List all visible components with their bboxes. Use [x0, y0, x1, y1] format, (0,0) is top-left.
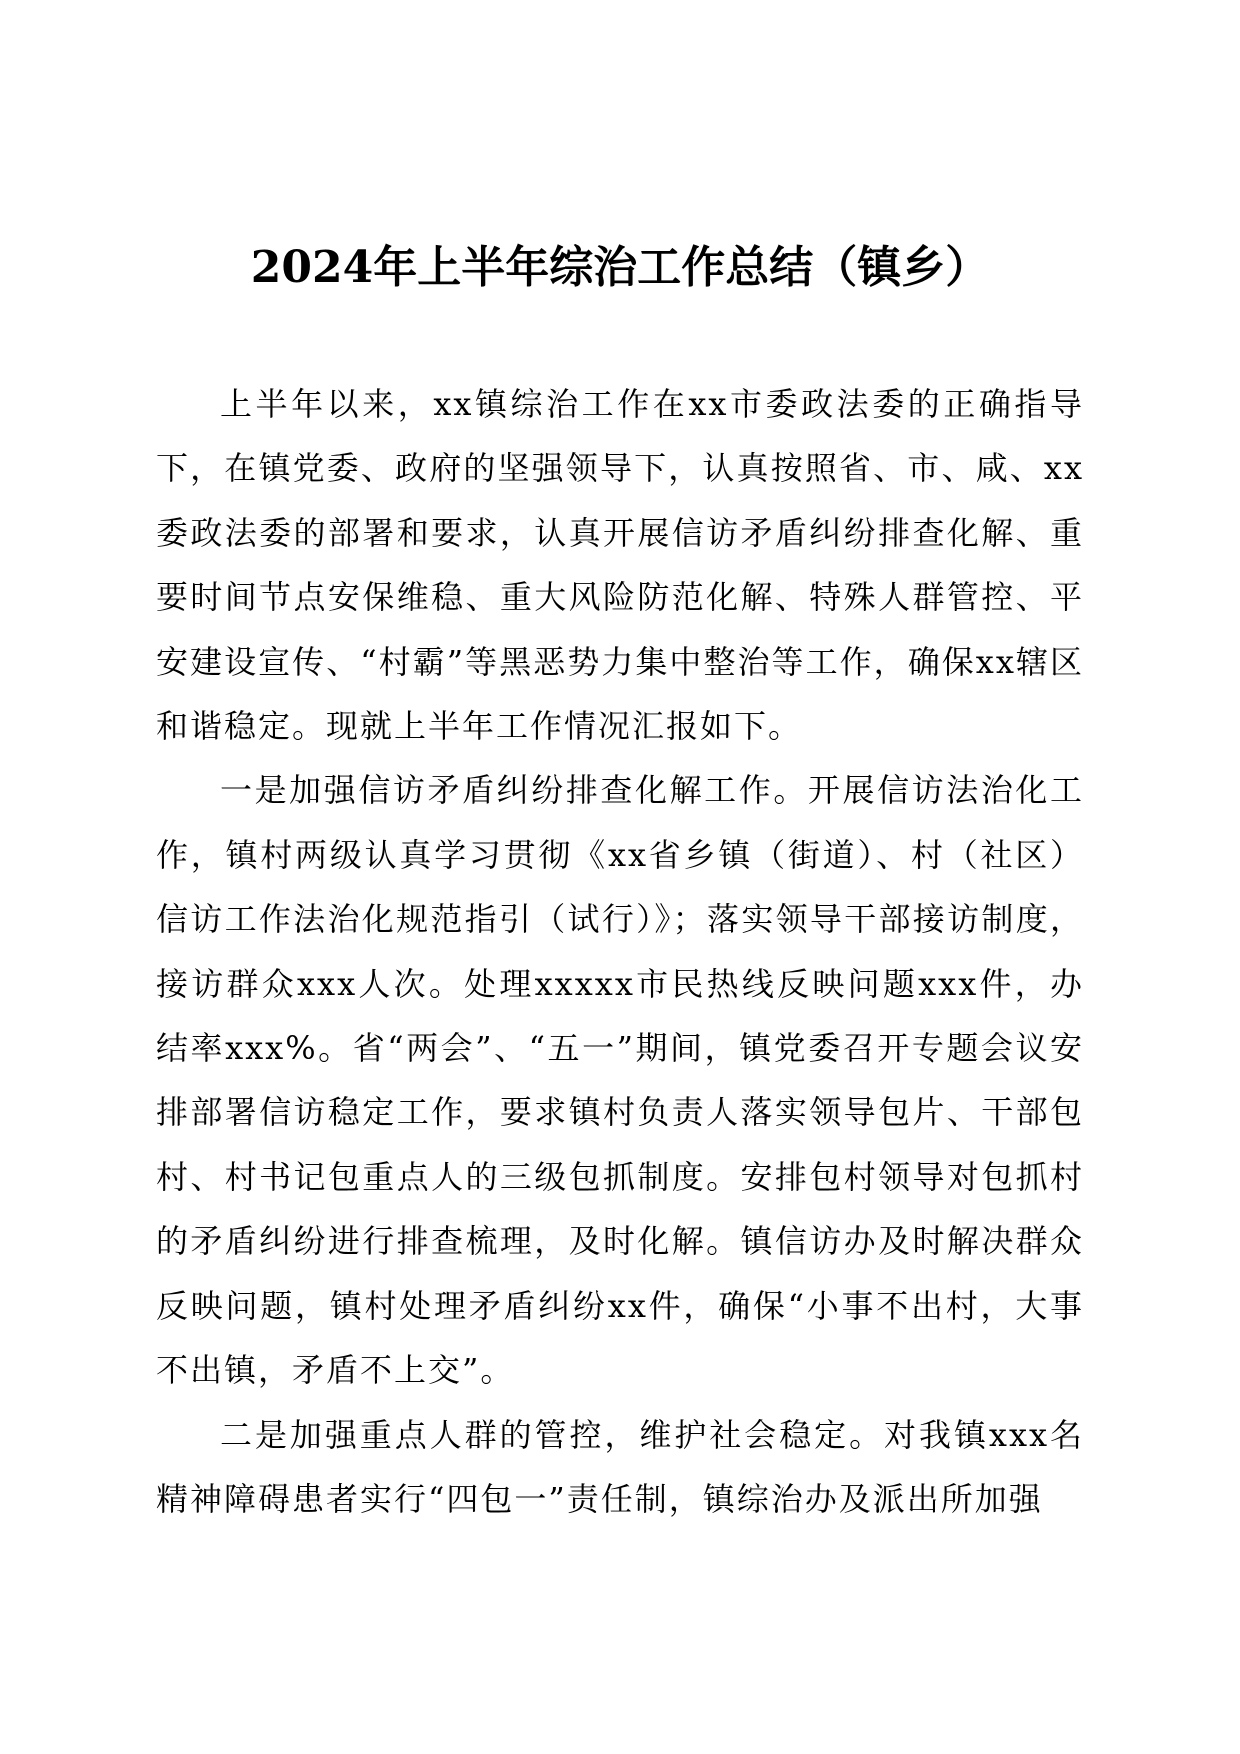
paragraph-petition-work: 一是加强信访矛盾纠纷排查化解工作。开展信访法治化工作，镇村两级认真学习贯彻《xx省乡镇（街道）、村（社区）信访工作法治化规范指引（试行）》；落实领导干部接访制度，接访群众xxx人次。处理xxxxx市民热线反映问题xxx件，办结率xxx%。省“两会”、“五一”期间，镇党委召开专题会议安排部署信访稳定工作，要求镇村负责人落实领导包片、干部包村、村书记包重点人的三级包抓制度。安排包村领导对包抓村的矛盾纠纷进行排查梳理，及时化解。镇信访办及时解决群众反映问题，镇村处理矛盾纠纷xx件，确保“小事不出村，大事不出镇，矛盾不上交”。 [156, 771, 1084, 1390]
document-body [156, 372, 1084, 1531]
paragraph-key-groups: 二是加强重点人群的管控，维护社会稳定。对我镇xxx名精神障碍患者实行“四包一”责任制，镇综治办及派出所加强 [156, 1415, 1084, 1518]
page-title: 2024年上半年综治工作总结（镇乡） [250, 242, 990, 293]
paragraph-intro: 上半年以来，xx镇综治工作在xx市委政法委的正确指导下，在镇党委、政府的坚强领导下，认真按照省、市、咸、xx委政法委的部署和要求，认真开展信访矛盾纠纷排查化解、重要时间节点安保维稳、重大风险防范化解、特殊人群管控、平安建设宣传、“村霸”等黑恶势力集中整治等工作，确保xx辖区和谐稳定。现就上半年工作情况汇报如下。 [156, 385, 1084, 746]
